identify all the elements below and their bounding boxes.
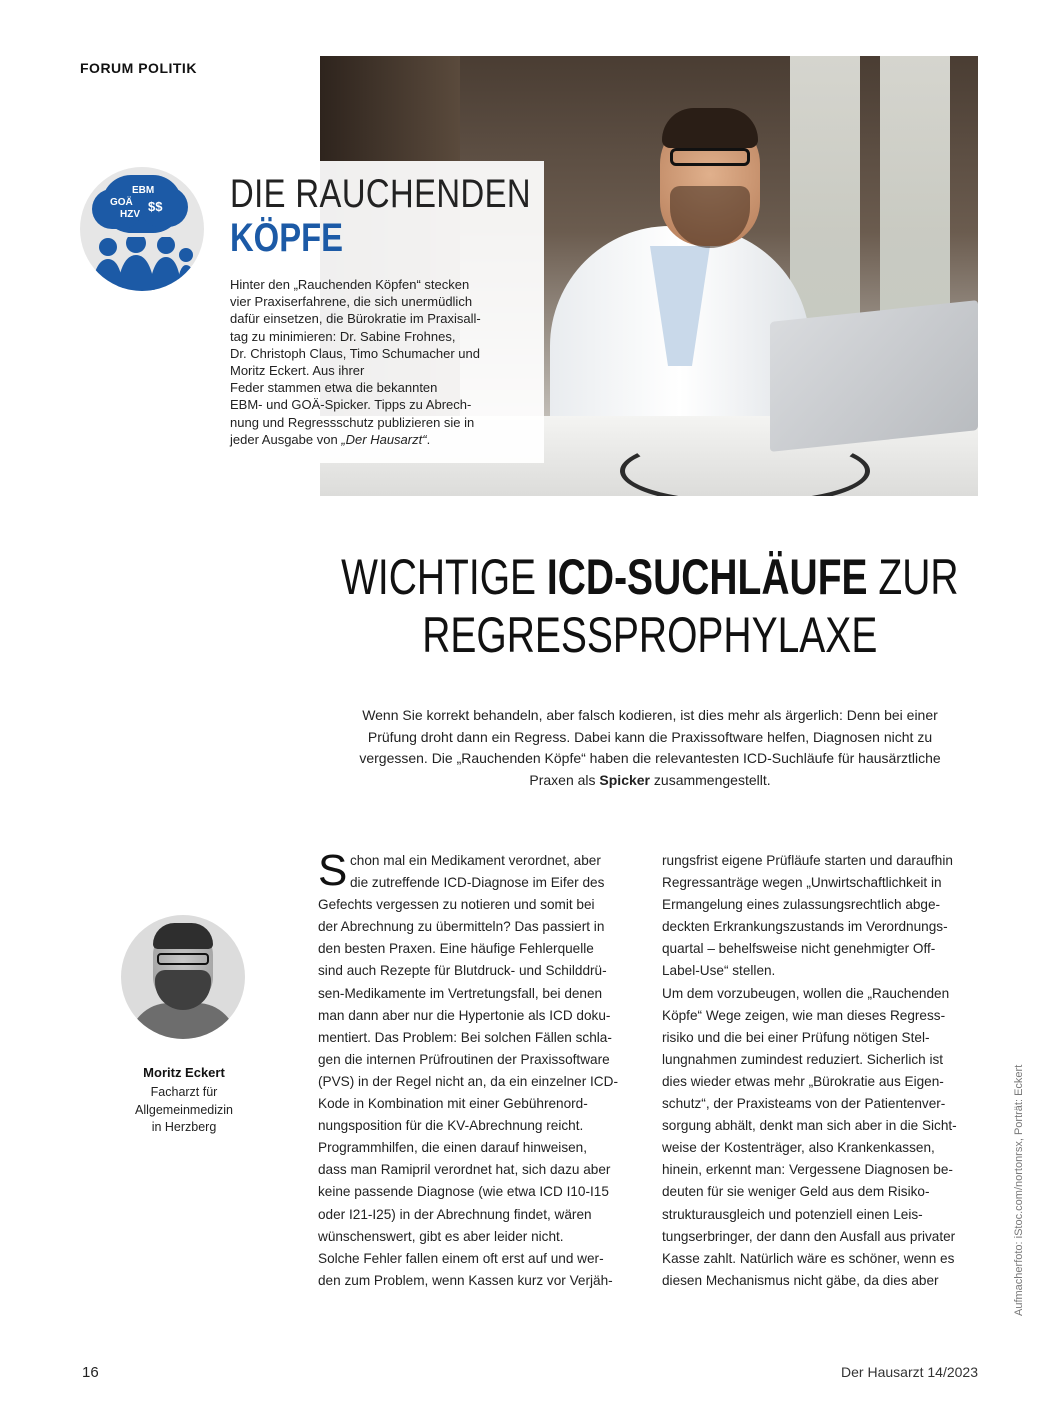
rauchende-koepfe-logo: [80, 167, 204, 291]
author-role: [100, 1084, 268, 1137]
headline-line-2: REGRESSPROPHYLAXE: [422, 607, 878, 663]
headline-line-1: [341, 548, 958, 606]
body-line: oder I21-I25) in der Abrechnung findet, wären: [318, 1206, 592, 1222]
article-headline: [250, 548, 1050, 664]
headline-part-1: WICHTIGE: [341, 549, 548, 605]
footer-magazine-issue: Der Hausarzt 14/2023: [841, 1364, 978, 1380]
body-line: Kasse zahlt. Natürlich wäre es schöner, wenn es: [662, 1250, 955, 1266]
intro-last-suffix: .: [426, 431, 431, 447]
body-column-2: [662, 850, 980, 1292]
body-line: Ermangelung eines zulassungsrechtlich abge-: [662, 897, 941, 913]
body-line: den besten Praxen. Eine häufige Fehlerquelle: [318, 941, 594, 957]
body-line: tungserbringer, der dann den Ausfall aus privater: [662, 1228, 956, 1244]
body-line: Gefechts vergessen zu notieren und somit bei: [318, 897, 595, 913]
intro-text: [230, 276, 530, 448]
lead-line: vergessen. Die „Rauchenden Köpfe“ haben die relevantesten ICD-Suchläufe für hausärztliche: [359, 750, 941, 766]
body-line: wünschenswert, gibt es aber leider nicht.: [318, 1228, 564, 1244]
page-number: 16: [82, 1364, 99, 1381]
logo-word-ebm: EBM: [132, 185, 155, 196]
body-line: Um dem vorzubeugen, wollen die „Rauchenden: [662, 985, 950, 1001]
magazine-title-italic: „Der Hausarzt“: [341, 431, 427, 447]
intro-line: Feder stammen etwa die bekannten: [230, 380, 438, 396]
lead-line: Prüfung droht dann ein Regress. Dabei kann die Praxissoftware helfen, Diagnosen nicht zu: [367, 728, 933, 745]
body-line: den zum Problem, wenn Kassen kurz vor Verjäh-: [318, 1272, 613, 1288]
body-line: sorgung abhält, denkt man sich aber in die Sicht-: [662, 1118, 957, 1134]
body-line: Köpfe“ Wege zeigen, wie man dieses Regress-: [662, 1007, 946, 1023]
lead-last-prefix: Praxen als: [529, 771, 600, 788]
body-line: deckten Erkrankungszustands im Verordnungs-: [662, 919, 948, 935]
body-line: schutz“, der Praxisteams von der Patientenver-: [662, 1096, 946, 1112]
intro-line: Moritz Eckert. Aus ihrer: [230, 363, 365, 379]
body-line: mentiert. Das Problem: Bei solchen Fällen schla-: [318, 1029, 612, 1045]
intro-line: vier Praxiserfahrene, die sich unermüdlich: [230, 294, 473, 310]
body-line: risiko und die bei einer Prüfung nötigen Stel-: [662, 1029, 930, 1045]
photo-hair: [662, 108, 758, 148]
body-line: man dann aber nur die Hypertonie als ICD doku-: [318, 1007, 611, 1023]
intro-line: EBM- und GOÄ-Spicker. Tipps zu Abrech-: [230, 397, 472, 413]
body-line: sind auch Rezepte für Blutdruck- und Schilddrü-: [318, 963, 607, 979]
body-line: sen-Medikamente im Vertretungsfall, bei denen: [318, 985, 603, 1001]
logo-word-hzv: HZV: [120, 209, 140, 220]
intro-last-prefix: jeder Ausgabe von: [230, 431, 342, 447]
photo-credit: Aufmacherfoto: iStoc.com/nortonrsx, Porträt: Eckert: [1013, 1064, 1025, 1316]
body-line: Regressanträge wegen „Unwirtschaftlichkeit in: [662, 875, 942, 891]
logo-word-dollar: $$: [148, 199, 163, 214]
author-role-line: Allgemeinmedizin: [135, 1102, 233, 1117]
article-lead: [300, 705, 1000, 791]
body-line: dass man Ramipril verordnet hat, sich dazu aber: [318, 1162, 611, 1178]
body-column-1: [318, 846, 636, 1292]
logo-people-icon: [88, 237, 198, 291]
body-line: lungnahmen zumindest reduziert. Sicherlich ist: [662, 1051, 944, 1067]
body-line: hinein, erkennt man: Vergessene Diagnosen be-: [662, 1162, 953, 1178]
headline-part-bold: ICD-SUCHLÄUFE: [547, 549, 868, 605]
intro-title-bold: KÖPFE: [230, 216, 343, 260]
photo-laptop: [770, 300, 978, 452]
body-line: dies wieder etwas mehr „Bürokratie aus Eigen-: [662, 1073, 944, 1089]
body-line: deuten für sie weniger Geld aus dem Risiko-: [662, 1184, 930, 1200]
lead-spicker-bold: Spicker: [599, 771, 651, 788]
body-line: weise der Kostenträger, also Krankenkassen,: [662, 1140, 935, 1156]
author-portrait: [121, 915, 245, 1039]
photo-glasses: [670, 148, 750, 166]
lead-line: Wenn Sie korrekt behandeln, aber falsch kodieren, ist dies mehr als ärgerlich: Denn bei einer: [362, 707, 938, 723]
body-line: rungsfrist eigene Prüfläufe starten und daraufhin: [662, 853, 953, 868]
headline-part-3: ZUR: [867, 549, 959, 605]
body-line: Kode in Kombination mit einer Gebührenord-: [318, 1096, 588, 1112]
intro-line: tag zu minimieren: Dr. Sabine Frohnes,: [230, 328, 456, 344]
body-line: chon mal ein Medikament verordnet, aber: [350, 853, 601, 868]
body-line: der Abrechnung zu übermitteln? Das passiert in: [318, 919, 605, 935]
body-line: die zutreffende ICD-Diagnose im Eifer des: [350, 875, 605, 891]
portrait-hair: [153, 923, 213, 949]
author-role-line: Facharzt für: [150, 1085, 218, 1099]
lead-last-suffix: zusammengestellt.: [650, 771, 771, 788]
intro-line: Dr. Christoph Claus, Timo Schumacher und: [230, 345, 480, 361]
body-line: diesen Mechanismus nicht gäbe, da dies aber: [662, 1272, 939, 1288]
body-line: gen die internen Prüfroutinen der Praxissoftware: [318, 1051, 610, 1067]
section-label: FORUM POLITIK: [80, 60, 197, 76]
intro-title-light: DIE RAUCHENDEN: [230, 172, 531, 216]
lead-line-last: [300, 770, 1000, 792]
author-name: Moritz Eckert: [143, 1065, 225, 1080]
body-line: nungsposition für die KV-Abrechnung reicht.: [318, 1118, 584, 1134]
drop-cap: S: [318, 846, 348, 895]
body-line: (PVS) in der Regel nicht an, da ein einzelner ICD-: [318, 1073, 618, 1089]
body-line: Programmhilfen, die einen darauf hinweisen,: [318, 1140, 588, 1156]
body-line: strukturausgleich und potenziell einen Leis-: [662, 1206, 923, 1222]
intro-line: Hinter den „Rauchenden Köpfen“ stecken: [230, 277, 470, 292]
portrait-glasses: [157, 953, 209, 965]
intro-line-last: [230, 431, 530, 448]
logo-word-goae: GOÄ: [110, 197, 133, 208]
body-line: Solche Fehler fallen einem oft erst auf und wer-: [318, 1250, 604, 1266]
intro-line: dafür einsetzen, die Bürokratie im Praxisall-: [230, 311, 481, 327]
body-line: keine passende Diagnose (wie etwa ICD I10-I15: [318, 1184, 609, 1200]
body-line: Label-Use“ stellen.: [662, 963, 776, 979]
body-line: quartal – behelfsweise nicht genehmigter Off-: [662, 941, 936, 957]
intro-line: nung und Regressschutz publizieren sie in: [230, 414, 475, 430]
author-role-line: in Herzberg: [151, 1120, 217, 1134]
